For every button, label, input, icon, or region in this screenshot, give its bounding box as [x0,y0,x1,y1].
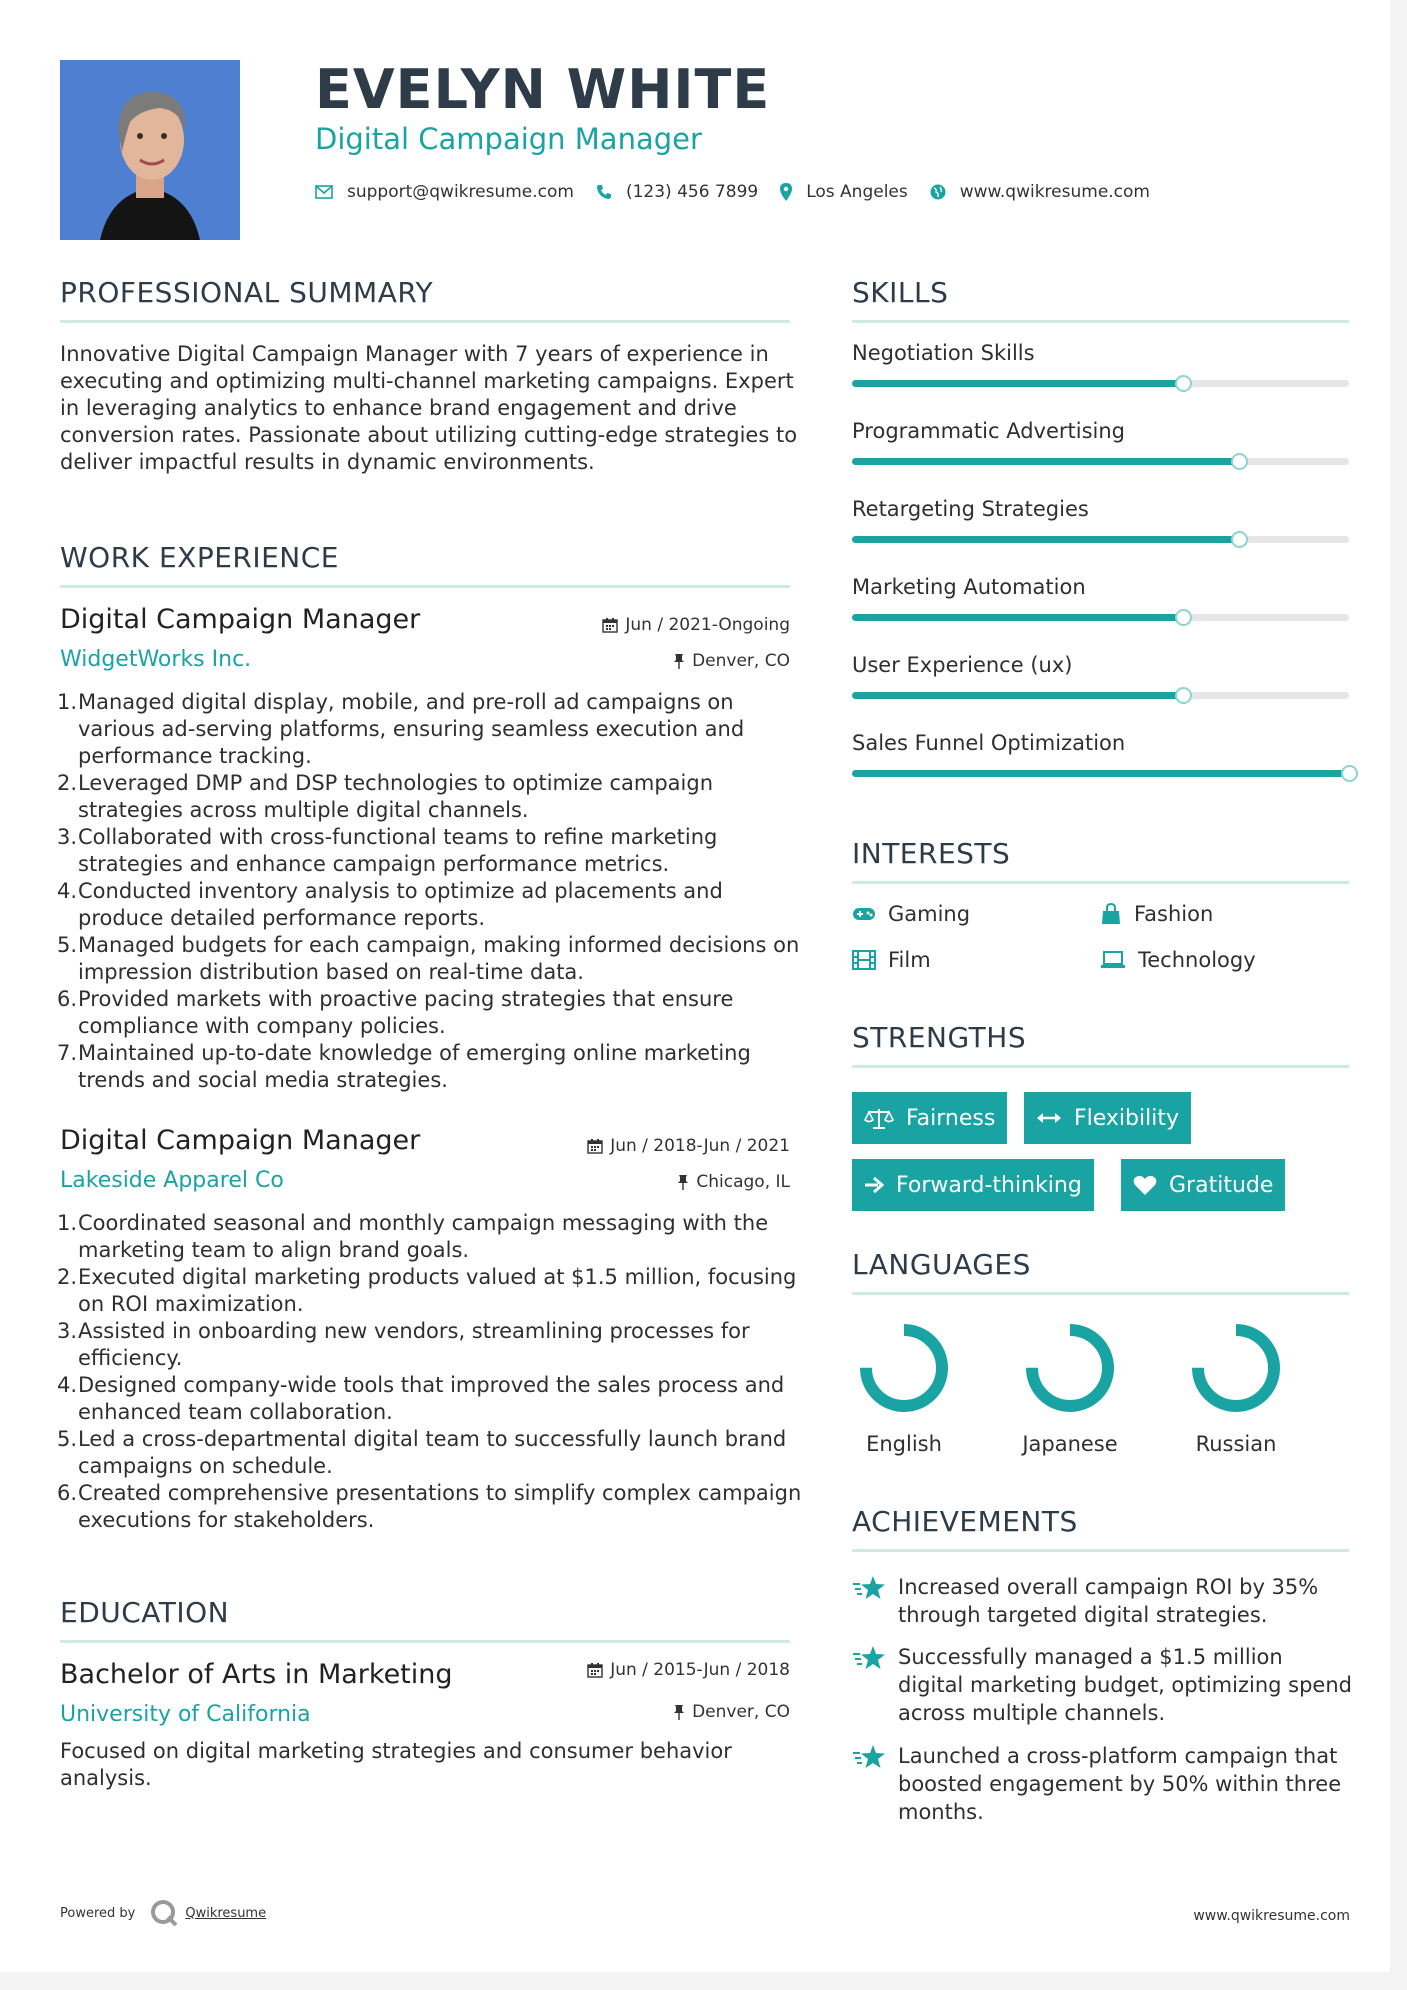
education-description: Focused on digital marketing strategies and consumer behavior analysis. [60,1739,732,1790]
summary-divider [60,320,790,323]
company-name: Lakeside Apparel Co [60,1168,284,1193]
pushpin-icon [677,1174,689,1190]
skill-item [852,497,1349,543]
bullet-number: 2. [57,771,78,795]
job-bullets [57,689,813,1094]
interest-fashion: Fashion [1100,902,1213,926]
job-location: Denver, CO [673,651,790,671]
bullet-number: 3. [57,1319,78,1343]
strength-chip-forward-thinking: Forward-thinking [852,1159,1094,1211]
bullet-text: Conducted inventory analysis to optimize ad placements and produce detailed performance reports. [78,879,723,930]
skill-bar-knob [1231,531,1248,548]
candidate-name: EVELYN WHITE [315,58,771,121]
language-progress-ring [1186,1318,1286,1418]
pushpin-icon [673,653,685,669]
job-title: Digital Campaign Manager [60,1125,421,1156]
globe-icon [930,184,946,200]
bullet-number: 2. [57,1265,78,1289]
education-location: Denver, CO [673,1702,790,1722]
skill-bar-track [852,770,1349,777]
interests-heading: INTERESTS [852,837,1011,870]
skill-bar-fill [852,380,1183,387]
achievement-item [852,1573,1352,1629]
achievement-text: Increased overall campaign ROI by 35% through targeted digital strategies. [898,1575,1319,1627]
website-text: www.qwikresume.com [959,182,1150,202]
bullet-item [57,1040,813,1094]
bullet-text: Leveraged DMP and DSP technologies to optimize campaign strategies across multiple digital channels. [78,771,714,822]
language-item [1010,1318,1130,1456]
languages-divider [852,1292,1349,1295]
skill-bar-fill [852,614,1183,621]
map-marker-icon [780,183,792,201]
bullet-item [57,878,813,932]
footer-powered-by: Powered by Qwikresume [60,1898,266,1928]
strength-chip-fairness: Fairness [852,1092,1007,1144]
interest-gaming: Gaming [852,902,970,926]
interest-film: Film [852,948,931,972]
interest-technology: Technology [1100,948,1256,972]
skill-bar-fill [852,536,1239,543]
bullet-text: Designed company-wide tools that improved the sales process and enhanced team collaboration. [78,1373,785,1424]
email-text: support@qwikresume.com [347,182,574,202]
bullet-text: Managed budgets for each campaign, making informed decisions on impression distribution based on real-time data. [78,933,800,984]
star-icon [852,1744,886,1770]
skill-name: Negotiation Skills [852,341,1035,365]
bullet-item [57,1318,813,1372]
bullet-text: Managed digital display, mobile, and pre-roll ad campaigns on various ad-serving platforms, ensuring seamless execution and performance tracking. [78,690,745,768]
strengths-divider [852,1065,1349,1068]
bullet-number: 6. [57,987,78,1011]
language-name: Russian [1195,1432,1277,1456]
contact-phone[interactable] [596,182,758,202]
education-divider [60,1640,790,1643]
achievement-text: Launched a cross-platform campaign that boosted engagement by 50% within three months. [898,1744,1342,1824]
contact-location [780,182,908,202]
bullet-item [57,1480,813,1534]
language-progress-ring [854,1318,954,1418]
skill-bar-track [852,692,1349,699]
school-name: University of California [60,1702,311,1727]
job-dates: Jun / 2018-Jun / 2021 [587,1136,790,1156]
laptop-icon [1100,951,1126,969]
bullet-text: Assisted in onboarding new vendors, streamlining processes for efficiency. [78,1319,750,1370]
skill-bar-knob [1231,453,1248,470]
bullet-item [57,770,813,824]
bullet-number: 5. [57,1427,78,1451]
skills-divider [852,320,1349,323]
contact-email[interactable] [315,182,574,202]
bullet-item [57,1210,813,1264]
heart-icon [1133,1174,1157,1196]
strength-chip-gratitude: Gratitude [1121,1159,1285,1211]
job-dates: Jun / 2021-Ongoing [602,615,790,635]
skill-bar-fill [852,770,1349,777]
language-name: English [866,1432,942,1456]
qwikresume-logo-icon [149,1898,179,1928]
degree-title: Bachelor of Arts in Marketing [60,1659,453,1690]
education-dates: Jun / 2015-Jun / 2018 [587,1660,790,1680]
bullet-item [57,1264,813,1318]
bullet-number: 5. [57,933,78,957]
skill-bar-knob [1341,765,1358,782]
language-item [1176,1318,1296,1456]
skill-bar-knob [1175,609,1192,626]
arrow-right-icon [864,1176,884,1194]
bullet-item [57,932,813,986]
summary-heading: PROFESSIONAL SUMMARY [60,276,434,309]
balance-scale-icon [864,1107,894,1129]
interests-divider [852,881,1349,884]
achievements-divider [852,1549,1349,1552]
skill-name: Sales Funnel Optimization [852,731,1126,755]
achievement-text: Successfully managed a $1.5 million digital marketing budget, optimizing spend across multiple channels. [898,1645,1352,1725]
bullet-text: Provided markets with proactive pacing strategies that ensure compliance with company policies. [78,987,734,1038]
skill-item [852,575,1349,621]
bullet-item [57,1426,813,1480]
job-bullets [57,1210,813,1534]
bullet-text: Created comprehensive presentations to simplify complex campaign executions for stakeholders. [78,1481,802,1532]
pushpin-icon [673,1704,685,1720]
bullet-item [57,824,813,878]
skill-item [852,731,1349,777]
contact-bar [315,180,1172,204]
skill-name: User Experience (ux) [852,653,1073,677]
bullet-item [57,986,813,1040]
calendar-icon [602,617,618,633]
location-text: Los Angeles [806,182,908,202]
skill-bar-knob [1175,375,1192,392]
film-icon [852,950,876,970]
strengths-heading: STRENGTHS [852,1021,1027,1054]
experience-divider [60,585,790,588]
achievement-item [852,1742,1352,1826]
company-name: WidgetWorks Inc. [60,647,252,672]
skills-heading: SKILLS [852,276,949,309]
bullet-number: 4. [57,1373,78,1397]
star-icon [852,1645,886,1671]
bullet-text: Coordinated seasonal and monthly campaign messaging with the marketing team to align brand goals. [78,1211,769,1262]
skill-item [852,419,1349,465]
skill-name: Programmatic Advertising [852,419,1126,443]
phone-text: (123) 456 7899 [625,182,759,202]
skill-bar-track [852,380,1349,387]
bullet-number: 6. [57,1481,78,1505]
skill-bar-track [852,614,1349,621]
arrows-horizontal-icon [1036,1111,1062,1125]
bullet-number: 1. [57,690,78,714]
language-item [844,1318,964,1456]
job-location: Chicago, IL [677,1172,790,1192]
bullet-text: Collaborated with cross-functional teams to refine marketing strategies and enhance campaign performance metrics. [78,825,718,876]
skill-item [852,341,1349,387]
footer-website[interactable]: www.qwikresume.com [1193,1908,1350,1924]
bullet-number: 4. [57,879,78,903]
education-heading: EDUCATION [60,1596,230,1629]
language-progress-ring [1020,1318,1120,1418]
skill-bar-track [852,458,1349,465]
skill-name: Retargeting Strategies [852,497,1089,521]
star-icon [852,1575,886,1601]
languages-heading: LANGUAGES [852,1248,1031,1281]
language-name: Japanese [1022,1432,1118,1456]
bullet-text: Executed digital marketing products valued at $1.5 million, focusing on ROI maximization. [78,1265,797,1316]
qwikresume-link[interactable]: Qwikresume [185,1905,267,1921]
job-title: Digital Campaign Manager [60,604,421,635]
bullet-item [57,689,813,770]
calendar-icon [587,1662,603,1678]
achievement-item [852,1643,1352,1727]
bullet-item [57,1372,813,1426]
achievements-heading: ACHIEVEMENTS [852,1505,1078,1538]
phone-icon [596,184,612,200]
calendar-icon [587,1138,603,1154]
gamepad-icon [852,906,876,922]
candidate-role: Digital Campaign Manager [315,122,702,156]
skill-bar-track [852,536,1349,543]
bullet-number: 7. [57,1041,78,1065]
bullet-number: 1. [57,1211,78,1235]
summary-text: Innovative Digital Campaign Manager with 7 years of experience in executing and optimizing multi-channel marketing campaigns. Expert in leveraging analytics to enhance brand engagement and drive conversion rates. Passionate about utilizing cutting-edge strategies to deliver impactful results in dynamic environments. [60,342,798,474]
skill-bar-fill [852,458,1239,465]
experience-heading: WORK EXPERIENCE [60,541,339,574]
bullet-text: Led a cross-departmental digital team to successfully launch brand campaigns on schedule. [78,1427,787,1478]
bullet-number: 3. [57,825,78,849]
skill-item [852,653,1349,699]
bullet-text: Maintained up-to-date knowledge of emerging online marketing trends and social media strategies. [78,1041,751,1092]
skill-name: Marketing Automation [852,575,1086,599]
envelope-icon [315,185,333,199]
contact-website[interactable] [930,182,1150,202]
skill-bar-fill [852,692,1183,699]
shopping-bag-icon [1100,903,1122,925]
skill-bar-knob [1175,687,1192,704]
profile-photo [60,60,240,240]
strength-chip-flexibility: Flexibility [1024,1092,1191,1144]
